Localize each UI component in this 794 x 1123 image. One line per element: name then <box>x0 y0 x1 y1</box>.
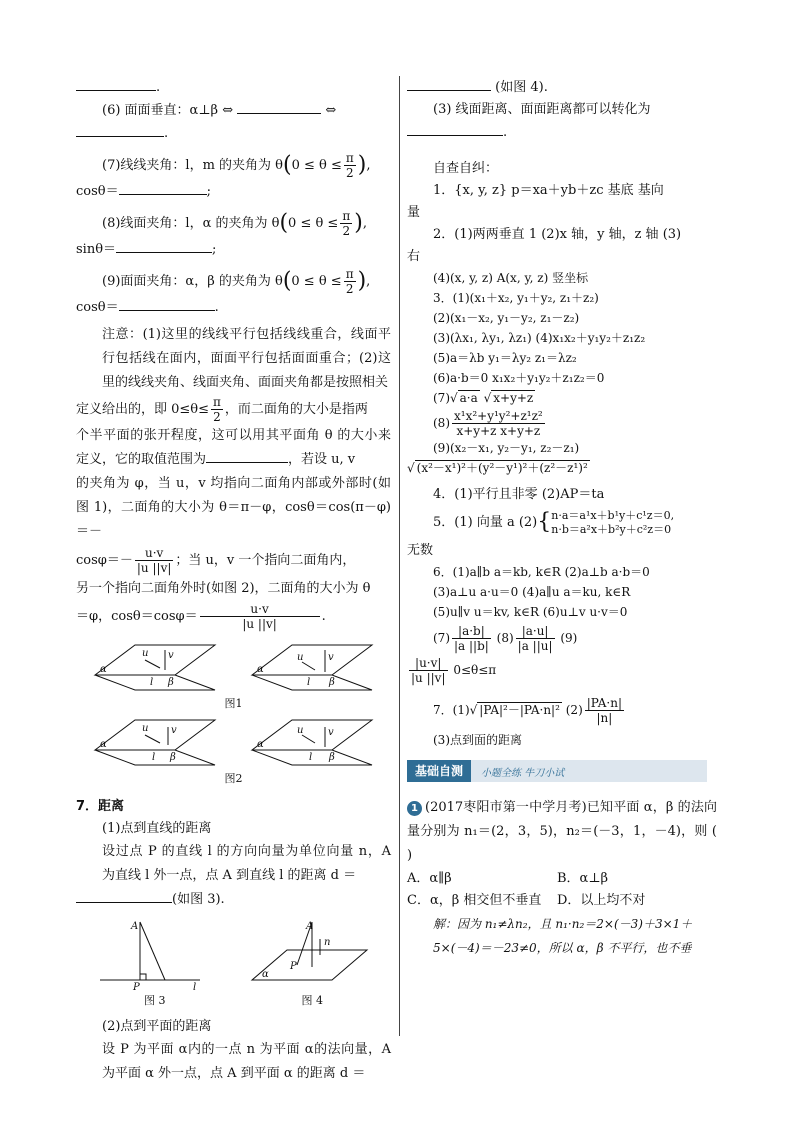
svg-text:P: P <box>290 961 297 972</box>
svg-text:α: α <box>262 969 270 980</box>
fraction: $\frac{|a\cdot u|}{|a ||u|}$ <box>517 624 553 653</box>
answer-line: √ (x²－x¹)²＋(y²－y¹)²＋(z²－z¹)² <box>407 461 588 475</box>
question-1: 1 (2017枣阳市第一中学月考)已知平面 α，β 的法向量分别为 n₁＝(2，3，5)，n₂＝(－3，1，－4)，则 ( ) <box>407 800 717 863</box>
column-divider <box>399 76 400 1036</box>
answer-line: (3)a⊥u a·u＝0 (4)a∥u a＝ku, k∈R <box>433 585 631 599</box>
svg-text:v: v <box>167 650 174 661</box>
figure-2b <box>247 715 377 770</box>
svg-text:u: u <box>297 652 304 663</box>
svg-text:v: v <box>328 652 334 663</box>
svg-text:A: A <box>306 921 314 932</box>
section-heading: 7．距离 <box>76 799 125 814</box>
figure-caption: 图 3 <box>144 994 166 1007</box>
options-row <box>407 868 717 890</box>
svg-text:l: l <box>307 677 311 688</box>
option-c: C．α，β 相交但不垂直 <box>407 893 542 908</box>
answer-line: (2)(x₁－x₂, y₁－y₂, z₁－z₂) <box>433 311 580 325</box>
text-line: . <box>76 76 391 99</box>
svg-text:α: α <box>257 664 265 675</box>
fraction: $\frac{\text{x¹x²+y¹y²+z¹z²}}{\text{x+y+z x+y+z}}$ <box>454 409 543 438</box>
fraction: $\frac{\pi}{2}$ <box>342 209 351 238</box>
answer-line: (8) $\frac{\text{x¹x²+y¹y²+z¹z²}}{\text{x+y+z x+y+z}}$ <box>433 409 543 438</box>
svg-text:v: v <box>328 727 334 738</box>
svg-text:u: u <box>297 725 304 736</box>
svg-text:β: β <box>167 677 174 688</box>
option-a: A．α∥β <box>407 871 452 886</box>
answer-line: 5．(1) 向量 a (2){ n·a＝a¹x＋b¹y＋c¹z＝0, n·b＝a²x＋b²y＋c²z＝0 <box>433 508 675 536</box>
text-paragraph: 设过点 P 的直线 l 的方向向量为单位向量 n，A 为直线 l 外一点，点 A 到直线 l 的距离 d ＝ <box>102 844 391 883</box>
svg-text:l: l <box>149 677 153 688</box>
text-line: (6) 面面垂直：α⊥β ⇔ ⇔ <box>76 99 391 122</box>
svg-text:l: l <box>192 982 196 992</box>
text-line: (9)面面夹角：α，β 的夹角为 θ(0 ≤ θ ≤ $\frac{\pi}{2}$ ), <box>102 267 371 296</box>
text-line: (如图 3). <box>76 888 391 911</box>
banner-subtitle: 小题全练 牛刀小试 <box>481 767 565 779</box>
text-line: ＝φ，cosθ＝cosφ＝ $\frac{u\cdot v}{|u ||v|}$ . <box>76 602 326 631</box>
right-column <box>407 76 717 960</box>
figure-2a <box>90 715 220 770</box>
figure-row <box>76 715 391 770</box>
answer-line: (5)a＝λb y₁＝λy₂ z₁＝λz₂ <box>433 351 577 365</box>
text-line: . <box>407 121 717 144</box>
fraction: $\frac{u\cdot v}{|u ||v|}$ <box>200 602 320 631</box>
svg-text:P: P <box>132 982 140 992</box>
answer-line: (7) $\frac{|a\cdot b|}{|a ||b|}$ (8) $\frac{|a\cdot u|}{|a ||u|}$ (9) <box>433 624 578 653</box>
fraction: $\frac{u\cdot v}{|u ||v|}$ <box>136 546 172 575</box>
svg-text:β: β <box>329 677 336 688</box>
fraction: $\frac{\pi}{2}$ <box>345 151 354 180</box>
text-line: cosθ＝ ; <box>76 180 391 203</box>
check-heading: 自查自纠： <box>433 161 499 176</box>
text-line: 另一个指向二面角外时(如图 2)，二面角的大小为 θ <box>76 581 371 596</box>
answer-line: 2．(1)两两垂直 1 (2)x 轴，y 轴，z 轴 (3) <box>433 227 682 242</box>
svg-text:β: β <box>329 752 336 763</box>
svg-text:β: β <box>169 752 176 763</box>
figure-1b <box>247 640 377 695</box>
answer-line: (7)√ a·a √ x+y+z <box>433 391 534 405</box>
answer-line: 3．(1)(x₁＋x₂, y₁＋y₂, z₁＋z₂) <box>433 291 599 305</box>
subsection-heading: (1)点到直线的距离 <box>102 821 212 836</box>
fraction: $\frac{|a\cdot b|}{|a ||b|}$ <box>454 624 489 653</box>
note-paragraph: 的夹角为 φ，当 u，v 均指向二面角内部或外部时(如图 1)，二面角的大小为 θ＝π－φ，cosθ＝cos(π－φ)＝－ <box>76 476 391 539</box>
answer-line: 6．(1)a∥b a＝kb, k∈R (2)a⊥b a·b＝0 <box>433 565 650 579</box>
svg-text:u: u <box>141 648 149 659</box>
svg-text:α: α <box>99 664 107 675</box>
options-row <box>407 890 717 912</box>
svg-text:l: l <box>151 752 155 763</box>
text-line: (8)线面夹角：l，α 的夹角为 θ(0 ≤ θ ≤ $\frac{\pi}{2}$ ), <box>102 209 367 238</box>
fraction: $\frac{|u\cdot v|}{|u ||v|}$ <box>411 656 446 685</box>
figure-1a <box>90 640 220 695</box>
answer-line: 右 <box>407 249 421 264</box>
figure-4 <box>242 917 372 992</box>
figure-row <box>76 917 391 992</box>
figure-3 <box>95 917 205 992</box>
figure-caption: 图1 <box>224 697 243 710</box>
svg-text:α: α <box>257 739 265 750</box>
svg-text:A: A <box>130 921 138 932</box>
answer-line: 7．(1)√ |PA|²－|PA·n|² (2) $\frac{|PA\cdot n|}{|n|}$ <box>433 696 623 725</box>
answer-line: (3)(λx₁, λy₁, λz₁) (4)x₁x₂＋y₁y₂＋z₁z₂ <box>433 331 646 345</box>
text-line: cosθ＝ . <box>76 296 391 319</box>
subsection-heading: (2)点到平面的距离 <box>102 1019 212 1034</box>
answer-line: (5)u∥v u＝kv, k∈R (6)u⊥v u·v＝0 <box>433 605 628 619</box>
note-paragraph: 个半平面的张开程度，这可以用其平面角 θ 的大小来定义，它的取值范围为 ，若设 u, v <box>76 428 391 467</box>
question-number-icon: 1 <box>407 801 422 816</box>
text-line: (7)线线夹角：l，m 的夹角为 θ(0 ≤ θ ≤ $\frac{\pi}{2}$ ), <box>102 151 371 180</box>
fraction: $\frac{|PA\cdot n|}{|n|}$ <box>586 696 623 725</box>
text-line: sinθ＝ ; <box>76 238 391 261</box>
figure-row <box>76 640 391 695</box>
answer-line: (3)点到面的距离 <box>433 733 522 747</box>
svg-text:l: l <box>309 752 313 763</box>
answer-line: 量 <box>407 205 421 220</box>
option-d: D．以上均不对 <box>557 893 646 908</box>
text-line: (如图 4). <box>407 76 717 99</box>
answer-line: $\frac{|u\cdot v|}{|u ||v|}$ 0≤θ≤π <box>411 656 497 685</box>
figure-captions <box>76 992 391 1008</box>
text-line: 定义给出的，即 0≤θ≤ $\frac{\pi}{2}$ ，而二面角的大小是指两 <box>76 395 368 424</box>
text-line: cosφ＝－ $\frac{u\cdot v}{|u ||v|}$ ；当 u，v 一个指向二面角内， <box>76 546 356 575</box>
text-paragraph: 设 P 为平面 α内的一点 n 为平面 α的法向量，A 为平面 α 外一点，点 A 到平面 α 的距离 d ＝ <box>102 1042 391 1081</box>
note-paragraph: 注意：(1)这里的线线平行包括线线重合，线面平行包括线在面内，面面平行包括面面重合；(2)这里的线线夹角、线面夹角、面面夹角都是按照相关 <box>102 327 391 390</box>
svg-text:α: α <box>99 739 107 750</box>
figure-caption: 图 4 <box>301 994 323 1007</box>
svg-text:u: u <box>141 723 149 734</box>
solution-text: 解：因为 n₁≠λn₂，且 n₁·n₂＝2×(－3)＋3×1＋5×(－4)＝－23≠0，所以 α，β 不平行，也不垂 <box>433 917 693 955</box>
fraction: $\frac{\pi}{2}$ <box>345 267 354 296</box>
text-line: (3) 线面距离、面面距离都可以转化为 <box>433 102 651 117</box>
section-banner <box>407 760 707 782</box>
answer-line: (4)(x, y, z) A(x, y, z) 竖坐标 <box>433 271 589 285</box>
svg-text:n: n <box>324 937 331 948</box>
answer-line: (6)a·b＝0 x₁x₂＋y₁y₂＋z₁z₂＝0 <box>433 371 605 385</box>
svg-text:v: v <box>170 725 177 736</box>
answer-line: 1．{x, y, z} p＝xa＋yb＋zc 基底 基向 <box>433 183 664 198</box>
answer-line: 无数 <box>407 543 434 558</box>
banner-title: 基础自测 <box>407 760 471 782</box>
answer-line: (9)(x₂－x₁, y₂－y₁, z₂－z₁) <box>433 441 580 455</box>
figure-caption: 图2 <box>224 772 243 785</box>
answer-line: 4．(1)平行且非零 (2)AP＝ta <box>433 487 605 502</box>
option-b: B．α⊥β <box>557 871 609 886</box>
left-column <box>76 76 391 1086</box>
text-line: . <box>76 122 391 145</box>
